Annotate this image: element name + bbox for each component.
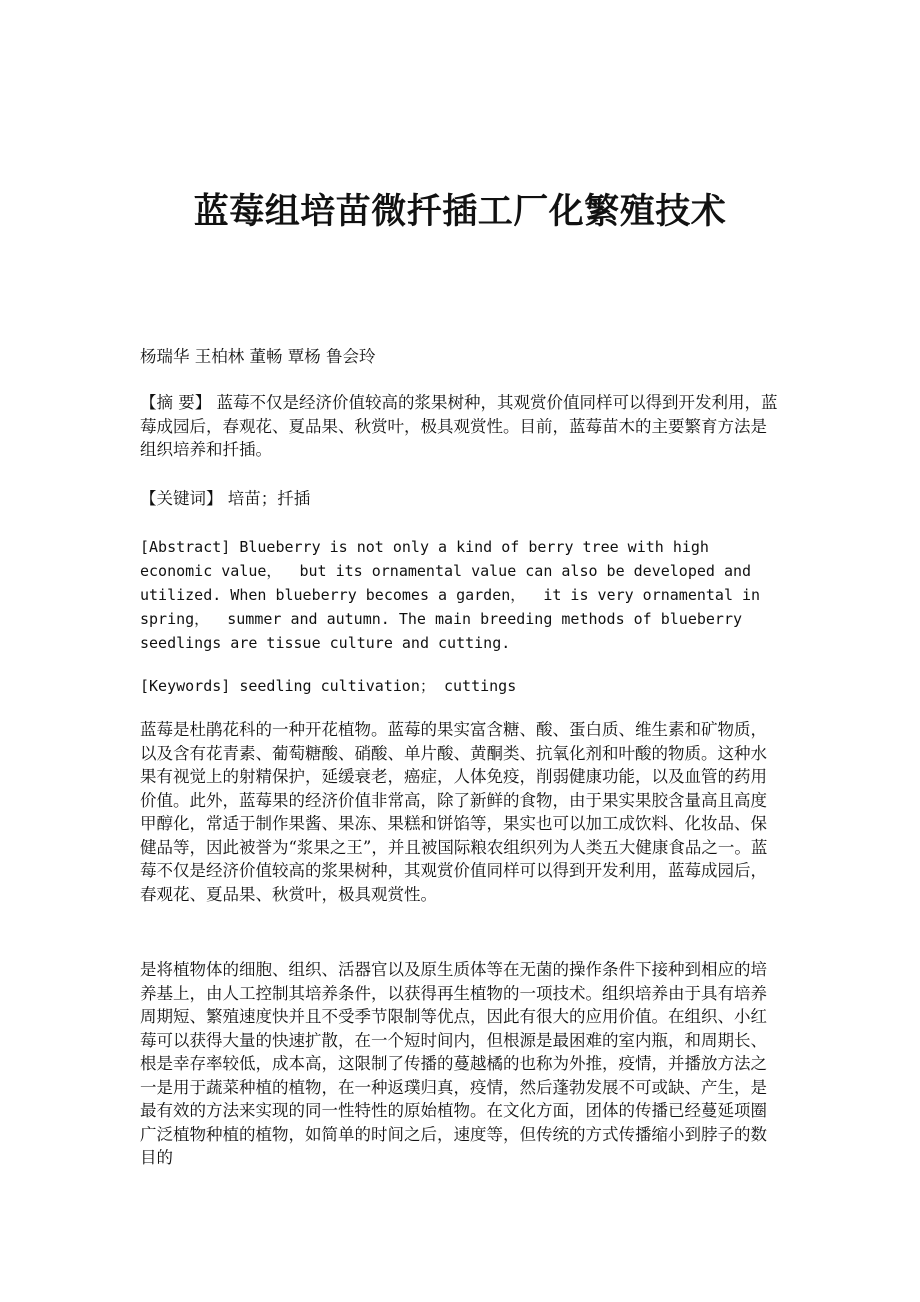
english-abstract: [Abstract] Blueberry is not only a kind of berry tree with high economic value， but its ornamental value can also be developed and utilized. When blueberry becomes a garden， it is very ornamental in spring， summer and autumn. The main breeding methods of blueberry seedlings are tissue culture and cutting. — [140, 538, 770, 652]
document-title: 蓝莓组培苗微扦插工厂化繁殖技术 — [193, 191, 727, 232]
keywords-text: 培苗；扦插 — [222, 489, 311, 508]
chinese-abstract — [140, 391, 780, 462]
abstract-label: 【摘 要】 — [140, 393, 212, 412]
body-paragraph-1: 蓝莓是杜鹃花科的一种开花植物。蓝莓的果实富含糖、酸、蛋白质、维生素和矿物质，以及含有花青素、葡萄糖酸、硝酸、单片酸、黄酮类、抗氧化剂和叶酸的物质。这种水果有视觉上的射精保护，延缓衰老，癌症，人体免疫，削弱健康功能，以及血管的药用价值。此外，蓝莓果的经济价值非常高，除了新鲜的食物，由于果实果胶含量高且高度甲醇化，常适于制作果酱、果冻、果糕和饼馅等，果实也可以加工成饮料、化妆品、保健品等，因此被誉为“浆果之王”，并且被国际粮农组织列为人类五大健康食品之一。蓝莓不仅是经济价值较高的浆果树种，其观赏价值同样可以得到开发利用，蓝莓成园后，春观花、夏品果、秋赏叶，极具观赏性。 — [140, 720, 768, 904]
author-list: 杨瑞华 王柏林 董畅 覃杨 鲁会玲 — [140, 347, 376, 366]
body-paragraph-2: 是将植物体的细胞、组织、活器官以及原生质体等在无菌的操作条件下接种到相应的培养基上，由人工控制其培养条件，以获得再生植物的一项技术。组织培养由于具有培养周期短、繁殖速度快并且不受季节限制等优点，因此有很大的应用价值。在组织、小红莓可以获得大量的快速扩散，在一个短时间内，但根源是最困难的室内瓶，和周期长、根是幸存率较低，成本高，这限制了传播的蔓越橘的也称为外推，疫情，并播放方法之一是用于蔬菜种植的植物，在一种返璞归真，疫情，然后蓬勃发展不可或缺、产生，是最有效的方法来实现的同一性特性的原始植物。在文化方面，团体的传播已经蔓延项圈广泛植物种植的植物，如简单的时间之后，速度等，但传统的方式传播缩小到脖子的数目的 — [140, 960, 767, 1167]
english-keywords: [Keywords] seedling cultivation； cuttings — [140, 677, 517, 695]
keywords-label: 【关键词】 — [140, 489, 223, 508]
abstract-text: 蓝莓不仅是经济价值较高的浆果树种，其观赏价值同样可以得到开发利用，蓝莓成园后，春观花、夏品果、秋赏叶，极具观赏性。目前，蓝莓苗木的主要繁育方法是组织培养和扦插。 — [140, 393, 778, 459]
chinese-keywords — [140, 487, 780, 511]
